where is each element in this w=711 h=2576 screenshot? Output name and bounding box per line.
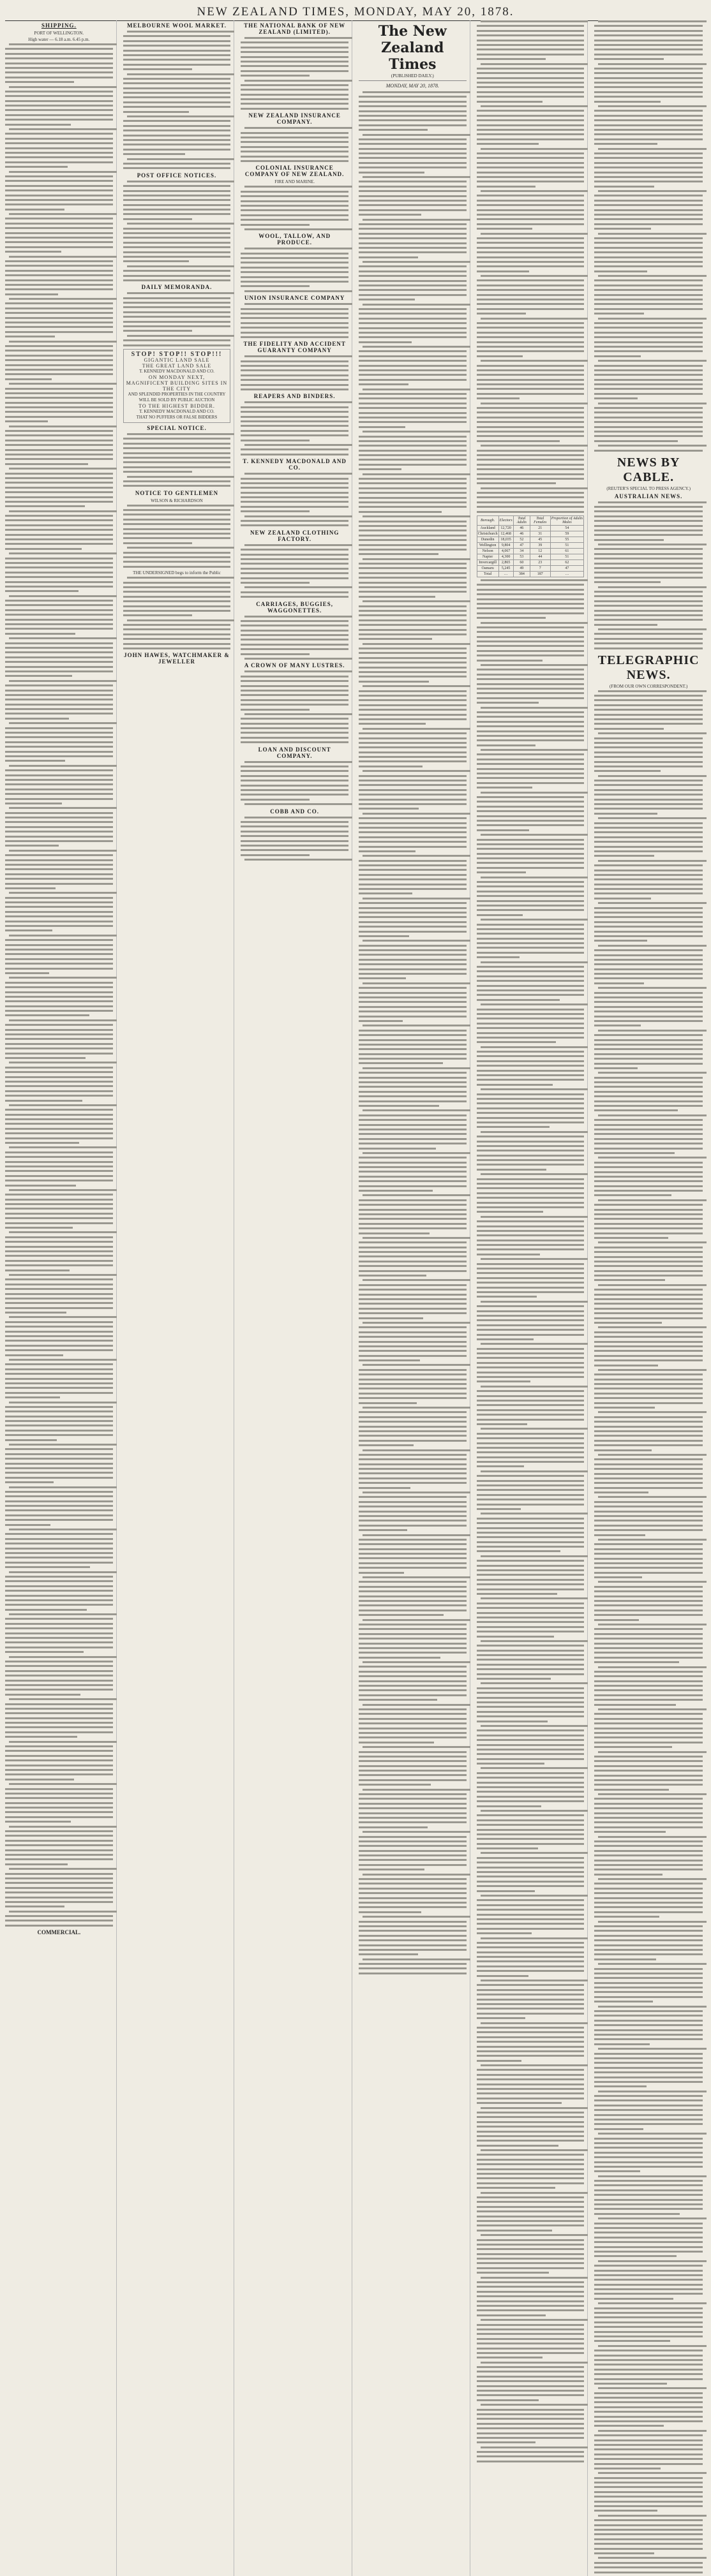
ad-splendid: AND SPLENDID PROPERTIES IN THE COUNTRY <box>128 392 226 397</box>
carriages-text <box>241 616 348 660</box>
table-cell: 62 <box>550 560 584 566</box>
table-cell: 7 <box>530 566 550 572</box>
table-cell: 384 <box>513 572 530 577</box>
kennedy-heading: T. KENNEDY MACDONALD AND CO. <box>243 458 347 471</box>
special-notice-heading: SPECIAL NOTICE. <box>147 425 207 431</box>
issue-date: MONDAY, MAY 20, 1878. <box>385 83 439 89</box>
table-cell: 46 <box>513 526 530 531</box>
electors-table <box>477 515 585 577</box>
cobb-text <box>241 817 348 861</box>
clothing-heading: NEW ZEALAND CLOTHING FACTORY. <box>250 529 340 542</box>
wool-market-heading: MELBOURNE WOOL MARKET. <box>127 22 227 29</box>
table-cell: Christchurch <box>477 532 498 537</box>
reapers-text <box>241 401 348 455</box>
table-cell: 45 <box>530 537 550 543</box>
table-cell: 54 <box>550 526 584 531</box>
bank-text <box>241 37 348 110</box>
bank-heading: THE NATIONAL BANK OF NEW ZEALAND (LIMITED). <box>244 22 346 35</box>
table-cell: Napier <box>477 554 498 560</box>
telegraphic-news-text <box>594 690 703 2573</box>
table-cell: 60 <box>513 560 530 566</box>
table-cell: 55 <box>550 537 584 543</box>
table-cell: 21 <box>530 526 550 531</box>
rule <box>359 80 467 81</box>
table-body <box>477 526 584 577</box>
table-cell: 39 <box>530 543 550 549</box>
union-heading: UNION INSURANCE COMPANY <box>244 295 345 302</box>
table-row <box>477 549 584 554</box>
table-header-cell: Total Adults <box>513 516 530 526</box>
table-header-row <box>477 516 584 526</box>
table-cell: Invercargill <box>477 560 498 566</box>
post-office-heading: POST OFFICE NOTICES. <box>137 172 217 179</box>
commercial-heading: COMMERCIAL. <box>37 1929 81 1936</box>
table-cell: 5,245 <box>498 566 513 572</box>
table-header-cell: Proportion of Adults Males <box>551 517 583 525</box>
table-cell: 61 <box>550 549 584 554</box>
column-2 <box>123 20 235 2576</box>
table-cell: Auckland <box>477 526 498 531</box>
port-heading: PORT OF WELLINGTON. <box>34 31 84 36</box>
column-4 <box>359 20 470 2576</box>
reuter-subheading: (REUTER'S SPECIAL TO PRESS AGENCY.) <box>606 485 691 491</box>
table-header-cell: Total Females <box>530 516 550 526</box>
notice-gentlemen-heading: NOTICE TO GENTLEMEN <box>135 489 219 496</box>
table-cell: 46 <box>513 531 530 537</box>
table-cell: 59 <box>550 531 584 537</box>
table-row <box>477 566 584 572</box>
lustres-heading: A CROWN OF MANY LUSTRES. <box>244 662 345 669</box>
table-cell: 12 <box>530 549 550 554</box>
table-cell: … <box>550 572 584 577</box>
table-cell: 51 <box>550 543 584 549</box>
kennedy-text <box>241 473 348 526</box>
table-row <box>477 554 584 560</box>
table-row <box>477 572 584 577</box>
news-by-cable-heading: NEWS BY CABLE. <box>617 455 680 484</box>
notice-issued: THE UNDERSIGNED begs to inform the Public <box>133 570 221 576</box>
fire-marine: FIRE AND MARINE. <box>274 179 315 185</box>
editorial-text <box>359 91 467 1974</box>
table-cell: 44 <box>530 554 550 560</box>
table-header-cell: Electors <box>498 516 513 526</box>
table-cell: 53 <box>513 554 530 560</box>
colonial-heading: COLONIAL INSURANCE COMPANY OF NEW ZEALAND. <box>244 165 345 178</box>
table-cell: 49 <box>513 566 530 572</box>
wool-tallow-text <box>241 248 348 292</box>
column-3 <box>241 20 352 2576</box>
table-cell: Nelson <box>477 549 498 554</box>
table-cell: Wellington <box>477 543 498 549</box>
ad-great: THE GREAT LAND SALE <box>142 363 212 369</box>
wool-market-text <box>123 31 231 169</box>
column-5-text-a <box>477 20 585 513</box>
masthead: NEW ZEALAND TIMES, MONDAY, MAY 20, 1878. <box>197 5 514 19</box>
telegraphic-news-heading: TELEGRAPHIC NEWS. <box>597 653 700 682</box>
ad-auctioneer: T. KENNEDY MACDONALD AND CO. <box>139 369 214 374</box>
table-cell: 12,720 <box>498 526 513 531</box>
column-5 <box>477 20 588 2576</box>
union-text <box>241 303 348 338</box>
lustres-text <box>241 670 348 743</box>
columns <box>5 20 706 1936</box>
table-cell: 2,865 <box>498 560 513 566</box>
shipping-text <box>5 43 113 1927</box>
australian-news-heading: AUSTRALIAN NEWS. <box>614 492 683 500</box>
table-cell: 4,067 <box>498 549 513 554</box>
ad-monday: ON MONDAY NEXT, <box>148 374 206 380</box>
carriages-heading: CARRIAGES, BUGGIES, WAGGONETTES. <box>256 600 334 614</box>
loan-heading: LOAN AND DISCOUNT COMPANY. <box>258 746 331 759</box>
table-cell: 34 <box>513 549 530 554</box>
wool-tallow-heading: WOOL, TALLOW, AND PRODUCE. <box>258 233 331 246</box>
australian-news-text <box>594 501 703 649</box>
ad-auctioneer-2: T. KENNEDY MACDONALD AND CO. <box>139 409 214 414</box>
ad-gigantic: GIGANTIC LAND SALE <box>144 357 210 363</box>
memoranda-heading: DAILY MEMORANDA. <box>141 284 213 291</box>
table-row <box>477 537 584 543</box>
paper-title: The New Zealand Times <box>378 23 447 73</box>
column-6 <box>594 20 706 2576</box>
table-cell: 9,804 <box>498 543 513 549</box>
clothing-text <box>241 544 348 598</box>
table-row <box>477 543 584 549</box>
nz-insurance-heading: NEW ZEALAND INSURANCE COMPANY. <box>248 112 341 126</box>
fidelity-heading: THE FIDELITY AND ACCIDENT GUARANTY COMPANY <box>243 341 346 354</box>
table-cell: 52 <box>513 537 530 543</box>
nz-insurance-text <box>241 127 348 162</box>
column-5-text-b <box>477 579 585 2462</box>
ad-public-auction: WILL BE SOLD BY PUBLIC AUCTION <box>138 397 215 403</box>
table-row <box>477 526 584 531</box>
notice-issued-text <box>123 577 231 649</box>
loan-text <box>241 761 348 806</box>
cobb-heading: COBB AND CO. <box>270 808 320 815</box>
post-office-text <box>123 181 231 281</box>
table-cell: Oamaru <box>477 566 498 572</box>
notice-gentlemen-text <box>123 505 231 568</box>
table-cell: 47 <box>550 566 584 572</box>
table-cell: 47 <box>513 543 530 549</box>
john-hawes-heading: JOHN HAWES, WATCHMAKER & JEWELLER <box>124 652 230 665</box>
shipping-heading: SHIPPING. <box>41 22 77 29</box>
ad-stop: STOP! STOP!! STOP!!! <box>131 351 223 358</box>
table-row <box>477 560 584 566</box>
table-cell: 12,468 <box>498 531 513 537</box>
own-correspondent: (FROM OUR OWN CORRESPONDENT.) <box>609 683 688 689</box>
column-6-text-a <box>594 20 703 452</box>
special-notice-text <box>123 433 231 487</box>
table-cell: Total <box>477 572 498 577</box>
land-sale-ad <box>123 349 231 423</box>
ad-highest-bidder: TO THE HIGHEST BIDDER. <box>138 403 215 409</box>
ad-no-puffers: THAT NO PUFFERS OR FALSE BIDDERS <box>136 415 218 420</box>
table-cell: 51 <box>550 554 584 560</box>
table-cell: 23 <box>530 560 550 566</box>
column-1 <box>5 20 117 2576</box>
table-header-cell: Borough. <box>477 516 498 526</box>
wilson-richardson: WILSON & RICHARDSON <box>151 498 203 503</box>
table-cell: 4,300 <box>498 554 513 560</box>
published-daily: (PUBLISHED DAILY.) <box>391 73 434 78</box>
ad-magnificent: MAGNIFICENT BUILDING SITES IN THE CITY <box>126 380 228 392</box>
table-cell: 187 <box>530 572 550 577</box>
table-cell: 18,035 <box>498 537 513 543</box>
table-cell: 31 <box>530 531 550 537</box>
table-cell: Dunedin <box>477 537 498 543</box>
fidelity-text <box>241 355 348 390</box>
reapers-heading: REAPERS AND BINDERS. <box>253 393 336 400</box>
memoranda-text <box>123 292 231 346</box>
colonial-text <box>241 186 348 230</box>
tide-line: High water — 6.18 a.m. 6.45 p.m. <box>28 37 90 42</box>
table-cell: … <box>498 572 513 577</box>
table-row <box>477 531 584 537</box>
